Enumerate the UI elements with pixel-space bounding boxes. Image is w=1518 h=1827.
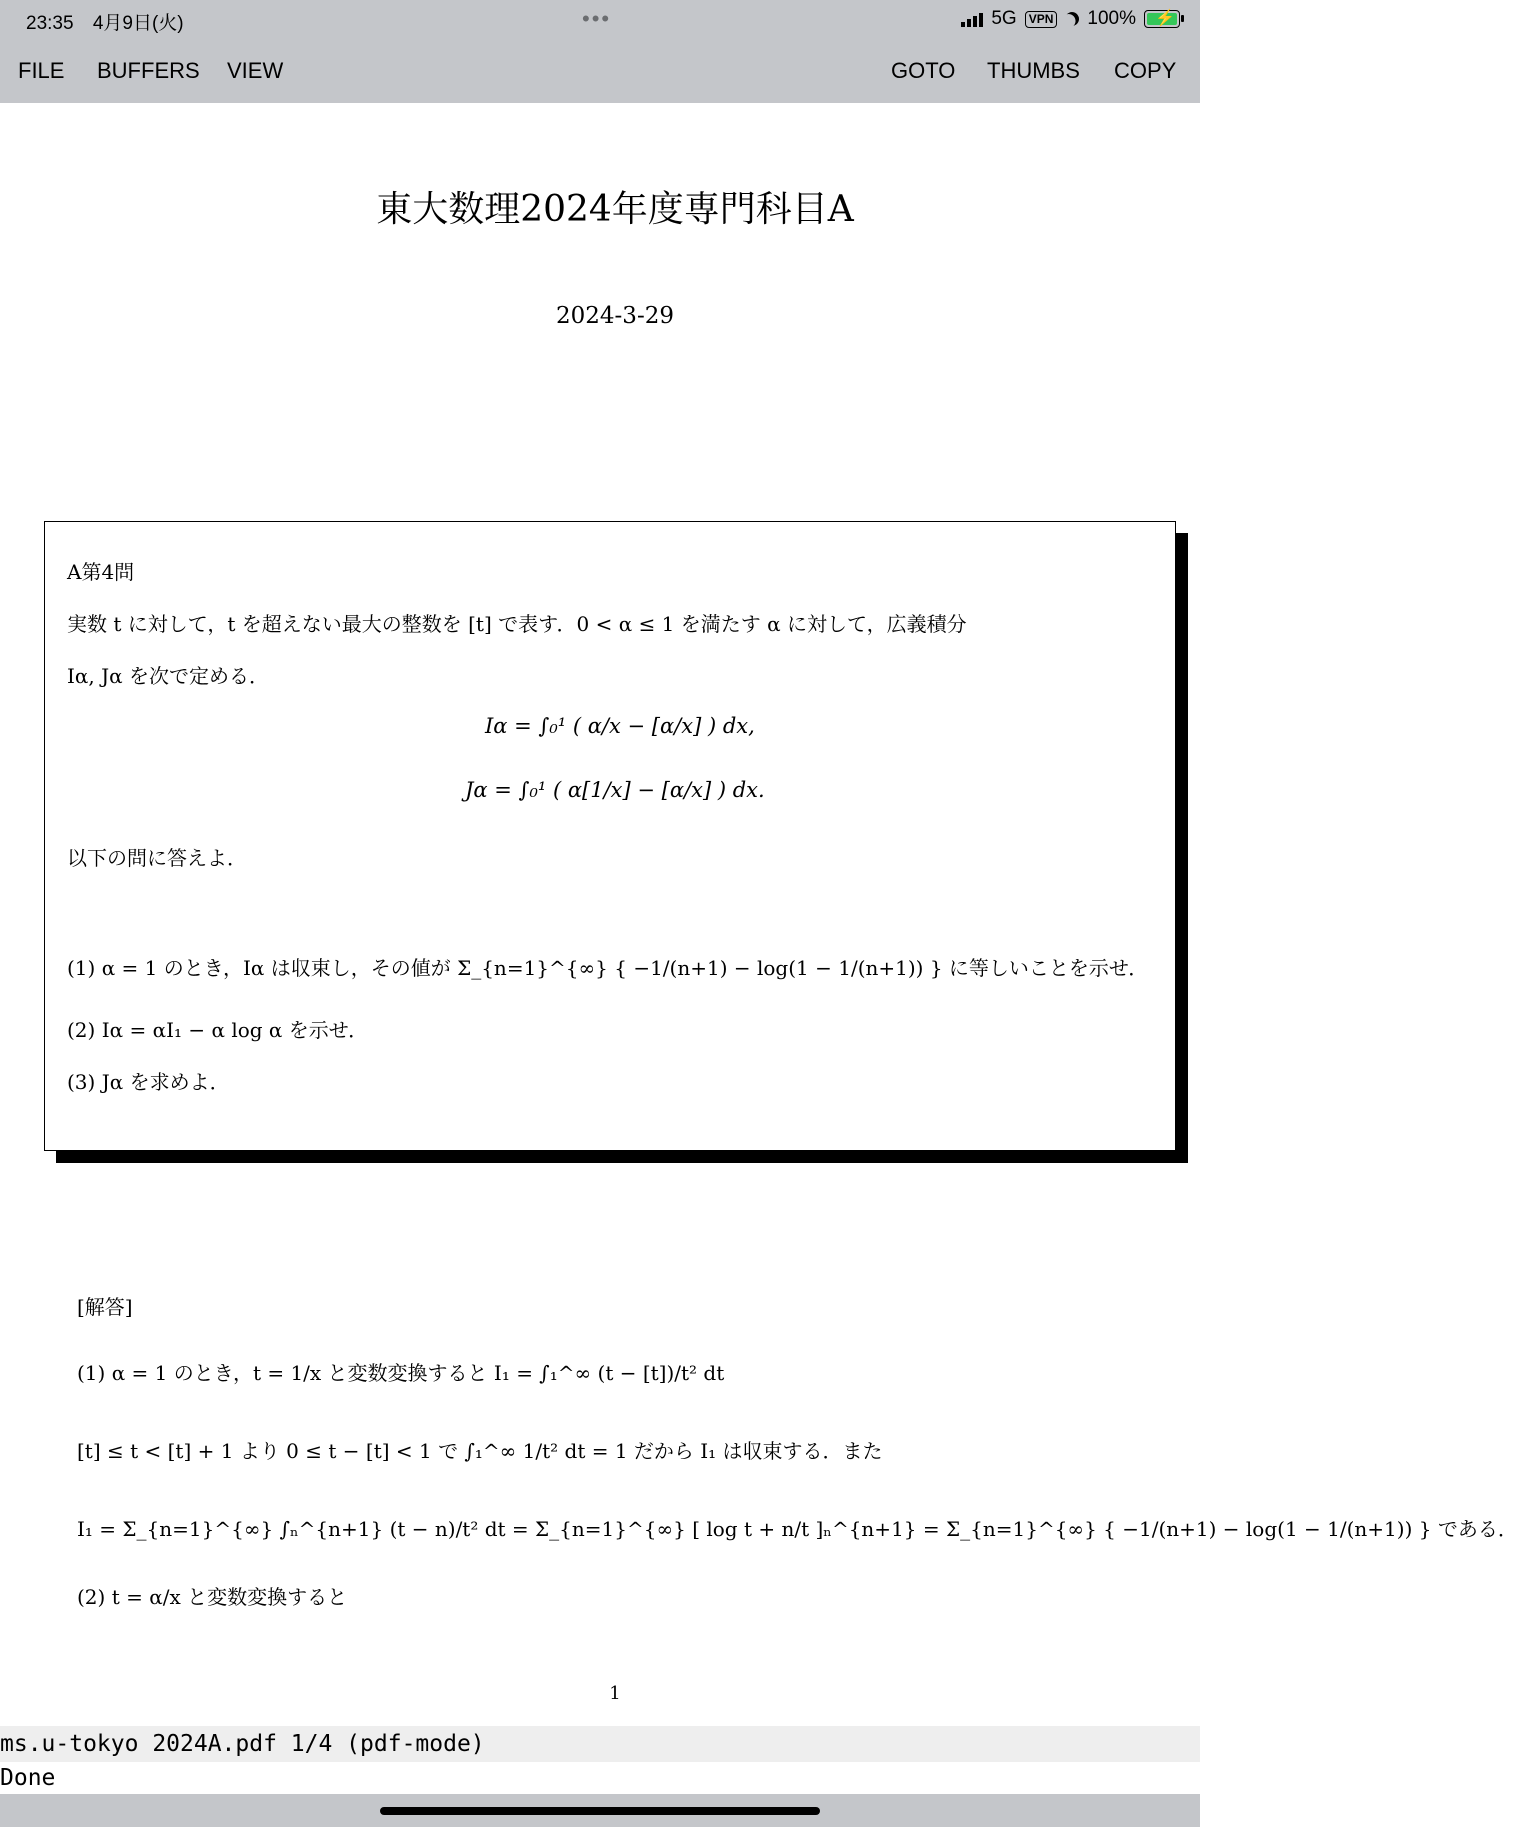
- focus-moon-icon: [1063, 9, 1082, 28]
- status-right: [961, 8, 1180, 30]
- status-left: [26, 8, 198, 35]
- menu-bar: [0, 40, 1200, 103]
- network-label: 5G: [991, 8, 1017, 29]
- problem-prompt: 以下の問に答えよ．: [67, 846, 247, 870]
- problem-line-1: 実数 t に対して，t を超えない最大の整数を [t] で表す．0 < α ≤ 1 を満たす α に対して，広義積分: [67, 612, 967, 636]
- equation-i-alpha: Iα = ∫₀¹ ( α/x − [α/x] ) dx,: [485, 714, 755, 738]
- bottom-bar: [0, 1794, 1200, 1827]
- battery-icon: [1144, 10, 1180, 28]
- mode-line: ms.u-tokyo 2024A.pdf 1/4 (pdf-mode): [0, 1726, 1200, 1762]
- question-3: (3) Jα を求めよ．: [67, 1070, 230, 1094]
- menu-buffers[interactable]: BUFFERS: [97, 58, 200, 83]
- equation-j-alpha: Jα = ∫₀¹ ( α[1/x] − [α/x] ) dx.: [465, 778, 765, 802]
- menu-copy[interactable]: COPY: [1114, 58, 1177, 83]
- question-2: (2) Iα = αI₁ − α log α を示せ．: [67, 1018, 369, 1042]
- vpn-badge: VPN: [1025, 11, 1058, 28]
- menu-view[interactable]: VIEW: [227, 58, 284, 83]
- problem-line-2: Iα, Jα を次で定める．: [67, 664, 270, 688]
- status-time: 23:35: [26, 13, 74, 34]
- minibuffer[interactable]: Done: [0, 1762, 1200, 1794]
- document-date: 2024-3-29: [556, 303, 674, 329]
- status-date: 4月9日(火): [92, 13, 184, 34]
- question-1: (1) α = 1 のとき，Iα は収束し，その値が Σ_{n=1}^{∞} { −1/(n+1) − log(1 − 1/(n+1)) } に等しいことを示せ．: [67, 956, 1149, 980]
- answer-line-3: I₁ = Σ_{n=1}^{∞} ∫ₙ^{n+1} (t − n)/t² dt = Σ_{n=1}^{∞} [ log t + n/t ]ₙ^{n+1} = Σ_{n=1}^{∞} { −1/(n+1) − log(1 − 1/(n+1)) } である．: [77, 1517, 1518, 1541]
- answer-line-4: (2) t = α/x と変数変換すると: [77, 1585, 348, 1609]
- charging-bolt-icon: ⚡: [1155, 10, 1175, 27]
- menu-thumbs[interactable]: THUMBS: [987, 58, 1080, 83]
- problem-box: [44, 521, 1176, 1151]
- answer-line-1: (1) α = 1 のとき，t = 1/x と変数変換すると I₁ = ∫₁^∞ (t − [t])/t² dt: [77, 1361, 725, 1385]
- menu-goto[interactable]: GOTO: [891, 58, 956, 83]
- pdf-page[interactable]: [0, 103, 1518, 1726]
- battery-percent: 100%: [1087, 8, 1136, 29]
- page-number: 1: [609, 1683, 621, 1704]
- problem-heading: A第4問: [67, 560, 135, 584]
- status-bar: [0, 0, 1200, 40]
- answer-heading: [解答]: [77, 1295, 133, 1319]
- multitask-dots-icon[interactable]: •••: [582, 6, 612, 31]
- signal-icon: [961, 11, 983, 27]
- answer-line-2: [t] ≤ t < [t] + 1 より 0 ≤ t − [t] < 1 で ∫₁^∞ 1/t² dt = 1 だから I₁ は収束する．また: [77, 1439, 883, 1463]
- menu-file[interactable]: FILE: [18, 58, 65, 83]
- home-indicator[interactable]: [380, 1807, 820, 1815]
- document-title: 東大数理2024年度専門科目A: [376, 189, 854, 230]
